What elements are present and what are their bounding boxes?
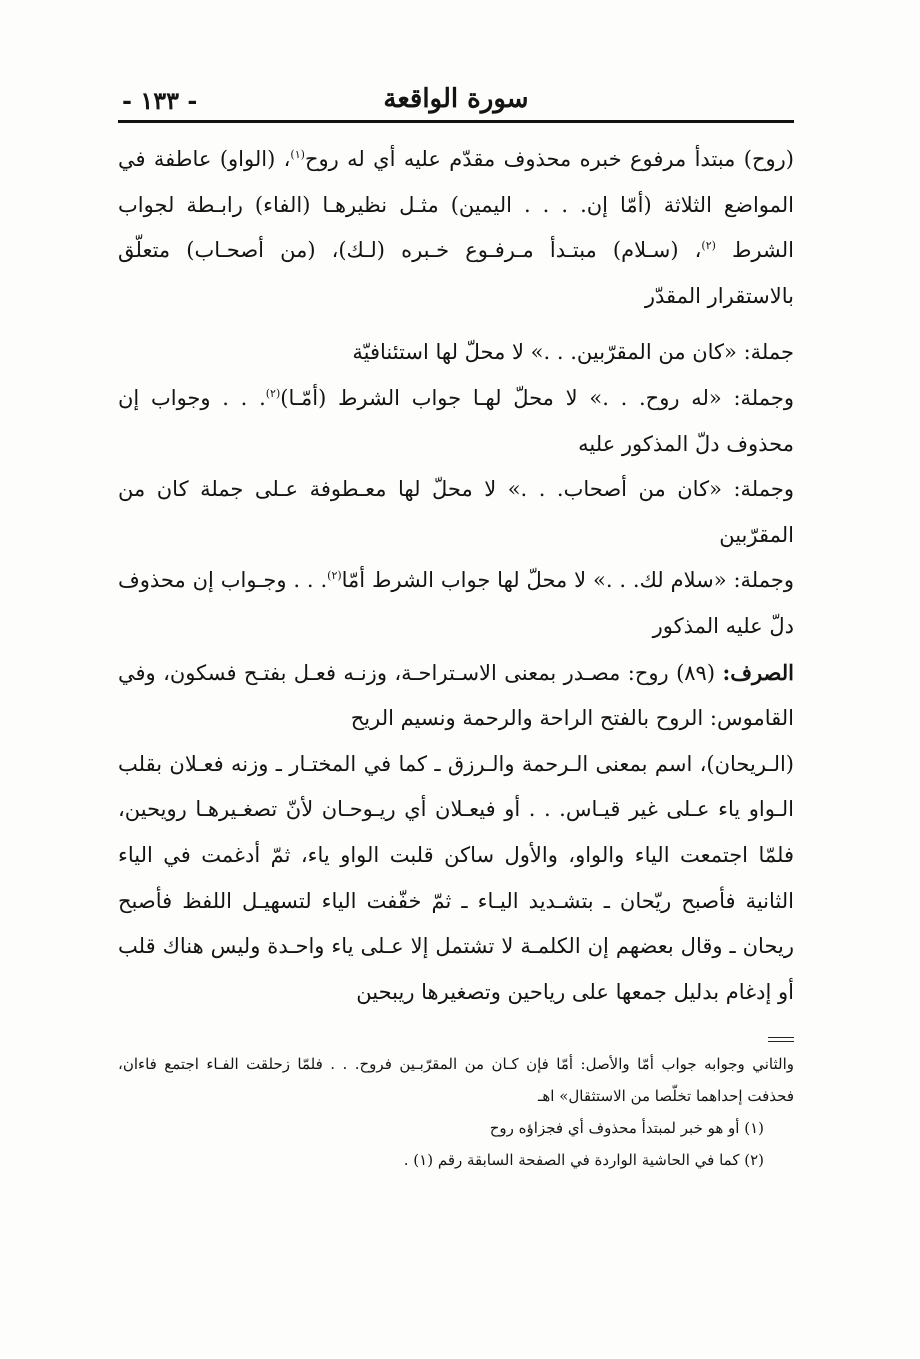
paragraph-sentence-2: وجملة: «له روح. . .» لا محلّ لهـا جواب الشرط (أمّـا)$^{(٢)}$. . . وجواب إن محذوف دلّ المذكور عليه (118, 385, 794, 456)
page-header (118, 78, 794, 123)
page-number: - ١٣٣ - (122, 86, 198, 115)
footnote-ref: (٢) (701, 239, 716, 253)
footnote-continuation: والثاني وجوابه جواب أمّا والأصل: أمّا فإن كـان من المقرّبـين فروح. . . فلمّا زحلقت الفـاء اجتمع فاءان، فحذفت إحداهما تخلّصا من الاستثقال» اهـ (118, 1055, 794, 1106)
paragraph-sentence-4: وجملة: «سلام لك. . .» لا محلّ لها جواب الشرط أمّا$^{(٢)}$. . . وجـواب إن محذوف دلّ عليه المذكور (118, 568, 794, 638)
paragraph-morphology: الصرف: (٨٩) روح: مصـدر بمعنى الاسـتراحـة، وزنـه فعـل بفتـح فسكون، وفي القاموس: الروح بالفتح الراحة والرحمة ونسيم الريح (118, 659, 794, 731)
footnote-ref: (٢) (327, 569, 342, 583)
footnote-ref: (٢) (265, 386, 281, 400)
paragraph-grammar-intro: (روح) مبتدأ مرفوع خبره محذوف مقدّم عليه أي له روح$^{(١)}$، (الواو) عاطفة في المواضع الثلاثة (أمّا إن. . . . اليمين) مثـل نظيرهـا (الفاء) رابـطة لجواب الشرط $^{(٢)}$، (سـلام) مبتـدأ مـرفـوع خـبره (لـك)، (من أصحـاب) متعلّق بالاستقرار المقدّر (118, 147, 794, 308)
footnote-divider (768, 1037, 794, 1042)
book-page (118, 78, 794, 1176)
footnote-2: (٢) كما في الحاشية الواردة في الصفحة السابقة رقم (١) . (403, 1151, 764, 1170)
paragraph-rayhan: (الـريحان)، اسم بمعنى الـرحمة والـرزق ـ كما في المختـار ـ وزنه فعـلان بقلب الـواو ياء عـلى غير قيـاس. . . أو فيعـلان أي ريـوحـان لأنّ تصغـيرهـا رويحين، فلمّا اجتمعت الياء والواو، والأول ساكن قلبت الواو ياء، ثمّ أدغمت في الياء الثانية فأصبح ريّحان ـ بتشـديد اليـاء ـ ثمّ خفّفت الياء لتسهيـل اللفظ فأصبح ريحان ـ وقال بعضهم إن الكلمـة لا تشتمل إلا عـلى ياء واحـدة وليس هناك قلب أو إدغام بدليل جمعها على رياحين وتصغيرها ريبحين (118, 751, 794, 1004)
surah-title: سورة الواقعة (383, 84, 529, 114)
footnote-1: (١) أو هو خبر لمبتدأ محذوف أي فجزاؤه روح (489, 1119, 764, 1138)
paragraph-sentence-3: وجملة: «كان من أصحاب. . .» لا محلّ لها معـطوفة عـلى جملة كان من المقرّبين (118, 477, 794, 547)
section-label: الصرف: (722, 659, 794, 685)
main-text (118, 137, 794, 1015)
footnote-ref: (١) (290, 148, 305, 161)
footnotes (118, 1048, 794, 1176)
paragraph-sentence-1: جملة: «كان من المقرّبين. . .» لا محلّ لها استئنافيّة (352, 340, 794, 365)
